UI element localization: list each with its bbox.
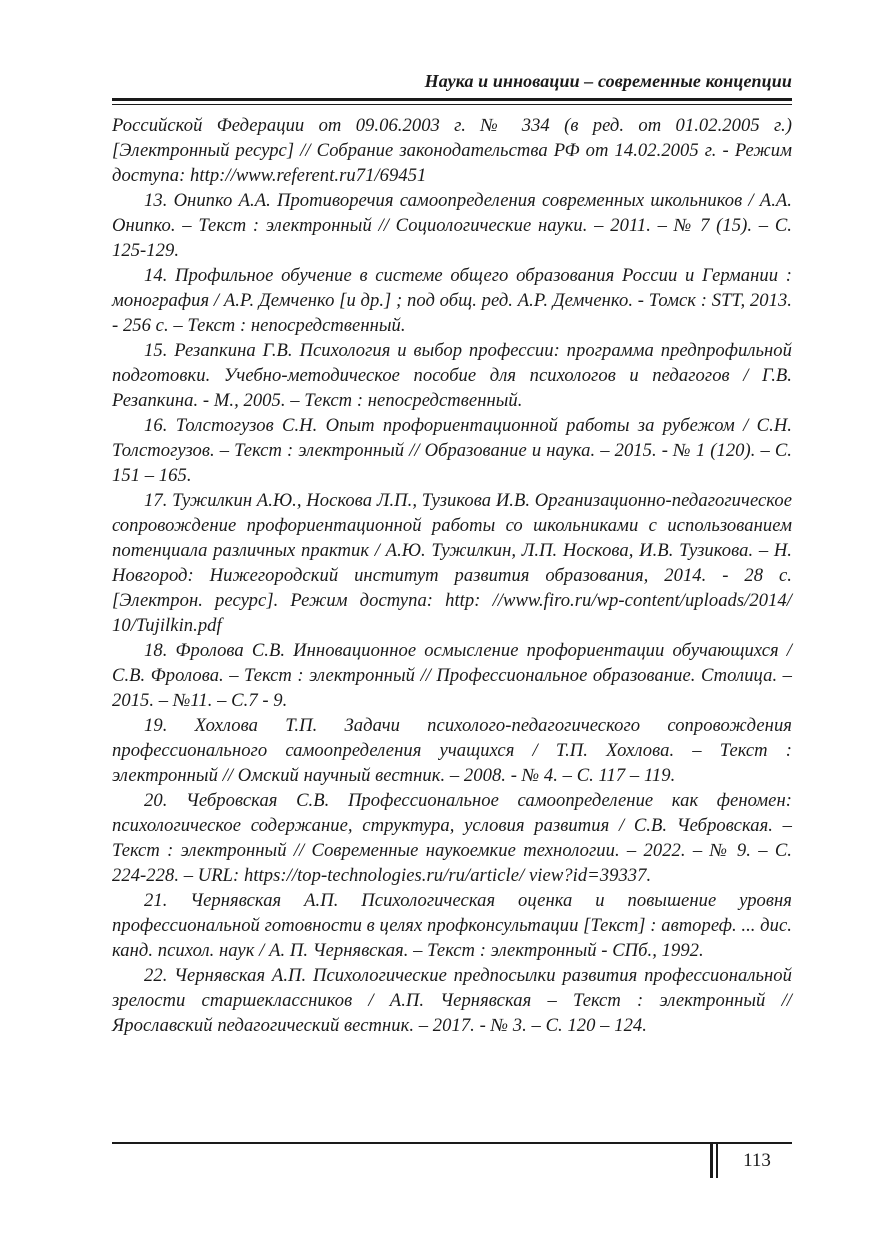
reference-item-19: 19. Хохлова Т.П. Задачи психолого-педагогического сопровождения профессионального самоопределения учащихся / Т.П. Хохлова. – Текст : электронный // Омский научный вестник. – 2008. - № 4. – С. 117 – 119.	[112, 715, 792, 786]
reference-continuation: Российской Федерации от 09.06.2003 г. № 334 (в ред. от 01.02.2005 г.) [Электронный ресурс] // Собрание законодательства РФ от 14.02.2005 г. - Режим доступа: http://www.referent.ru71/69451	[112, 115, 792, 186]
header-rule-thin	[112, 104, 792, 105]
reference-item-21: 21. Чернявская А.П. Психологическая оценка и повышение уровня профессиональной готовности в целях профконсультации [Текст] : автореф. ... дис. канд. психол. наук / А. П. Чернявская. – Текст : электронный - СПб., 1992.	[112, 890, 792, 961]
reference-item-16: 16. Толстогузов С.Н. Опыт профориентационной работы за рубежом / С.Н. Толстогузов. – Текст : электронный // Образование и наука. – 2015. - № 1 (120). – С. 151 – 165.	[112, 415, 792, 486]
reference-list	[112, 113, 792, 1038]
reference-item-13: 13. Онипко А.А. Противоречия самоопределения современных школьников / А.А. Онипко. – Текст : электронный // Социологические науки. – 2011. – № 7 (15). – С. 125-129.	[112, 190, 792, 261]
reference-item-17: 17. Тужилкин А.Ю., Носкова Л.П., Тузикова И.В. Организационно-педагогическое сопровождение профориентационной работы со школьниками с использованием потенциала различных практик / А.Ю. Тужилкин, Л.П. Носкова, И.В. Тузикова. – Н. Новгород: Нижегородский институт развития образования, 2014. - 28 с. [Электрон. ресурс]. Режим доступа: http: //www.firo.ru/wp-content/uploads/2014/ 10/Tujilkin.pdf	[112, 490, 792, 636]
reference-item-22: 22. Чернявская А.П. Психологические предпосылки развития профессиональной зрелости старшеклассников / А.П. Чернявская – Текст : электронный // Ярославский педагогический вестник. – 2017. - № 3. – С. 120 – 124.	[112, 965, 792, 1036]
running-title: Наука и инновации – современные концепции	[424, 71, 792, 91]
page-number: 113	[743, 1150, 771, 1171]
footer-rule	[112, 1142, 792, 1144]
folio-bar-thin	[716, 1144, 718, 1178]
reference-item-18: 18. Фролова С.В. Инновационное осмысление профориентации обучающихся / С.В. Фролова. – Текст : электронный // Профессиональное образование. Столица. – 2015. – №11. – С.7 - 9.	[112, 640, 792, 711]
reference-item-20: 20. Чебровская С.В. Профессиональное самоопределение как феномен: психологическое содержание, структура, условия развития / С.В. Чебровская. – Текст : электронный // Современные наукоемкие технологии. – 2022. – № 9. – С. 224-228. – URL: https://top-technologies.ru/ru/article/ view?id=39337.	[112, 790, 792, 886]
reference-item-14: 14. Профильное обучение в системе общего образования России и Германии : монография / А.Р. Демченко [и др.] ; под общ. ред. А.Р. Демченко. - Томск : STT, 2013. - 256 с. – Текст : непосредственный.	[112, 265, 792, 336]
reference-item-15: 15. Резапкина Г.В. Психология и выбор профессии: программа предпрофильной подготовки. Учебно-методическое пособие для психологов и педагогов / Г.В. Резапкина. - М., 2005. – Текст : непосредственный.	[112, 340, 792, 411]
folio-bar-thick	[710, 1144, 713, 1178]
header-rule-thick	[112, 98, 792, 101]
